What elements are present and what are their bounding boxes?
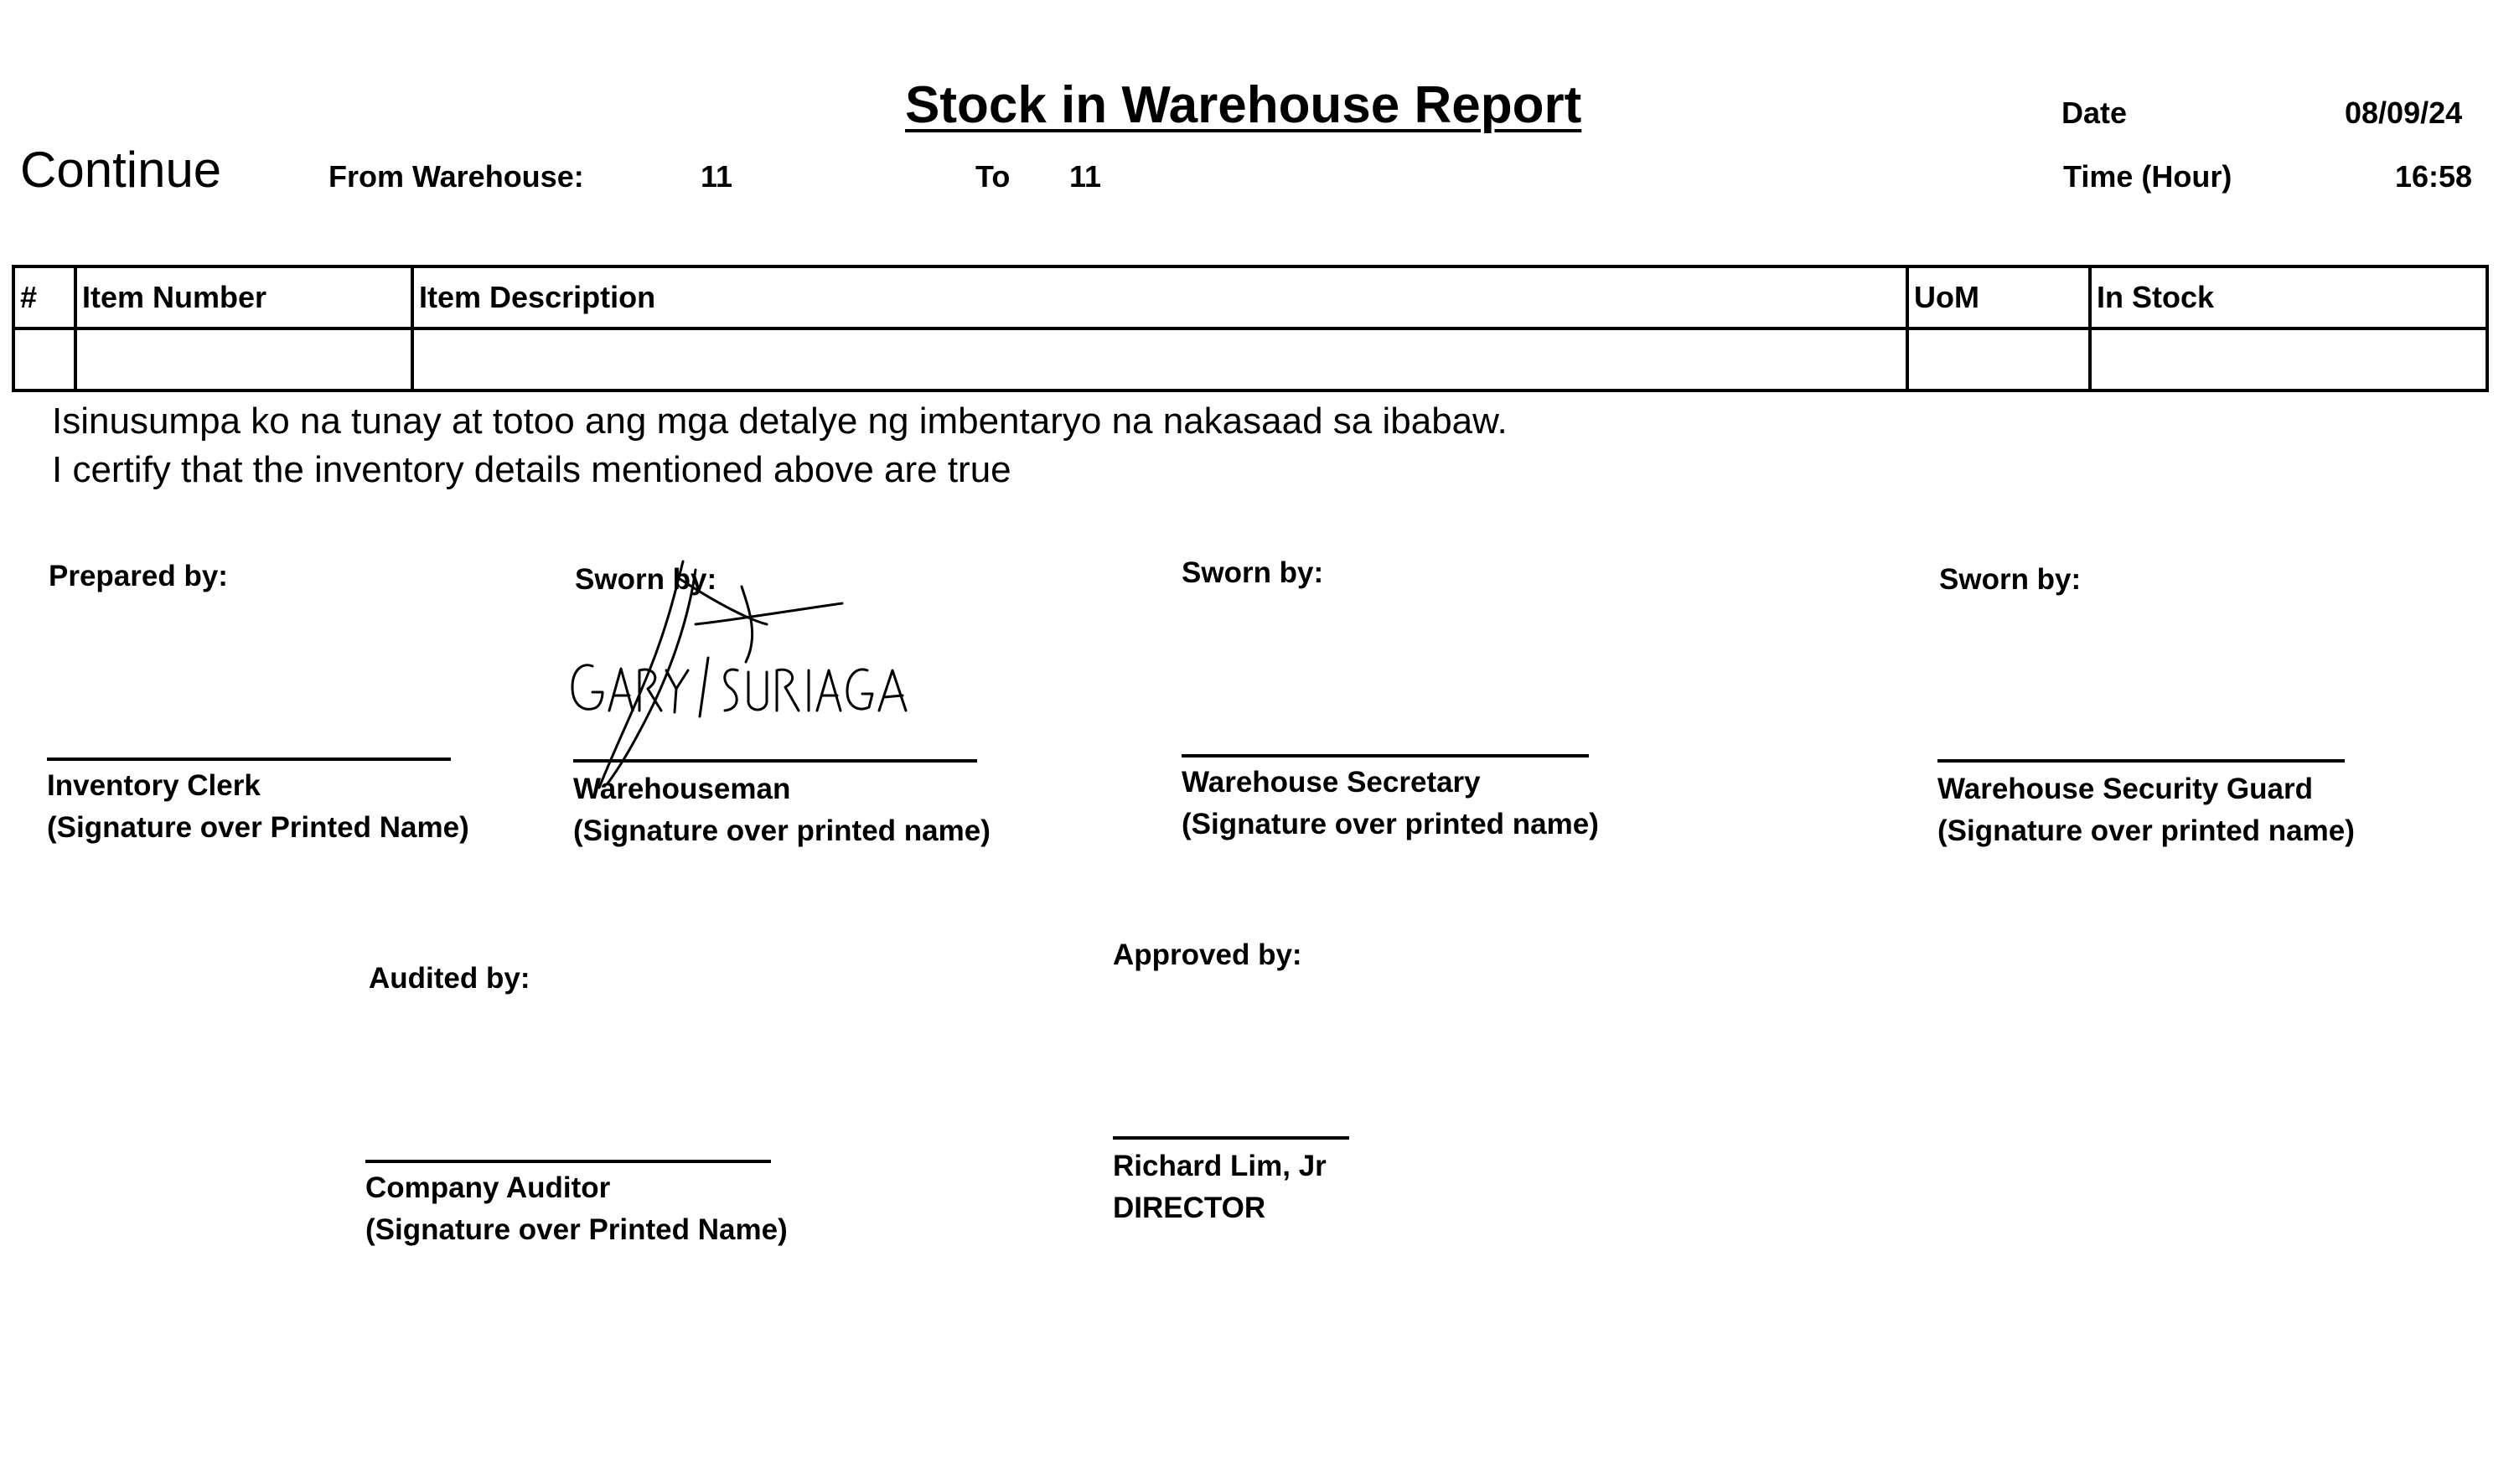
column-header-uom: UoM (1907, 266, 2090, 328)
from-warehouse-label: From Warehouse: (328, 159, 584, 194)
table-cell-item-description (412, 328, 1907, 390)
guard-role: Warehouse Security Guard (1937, 773, 2313, 805)
time-value: 16:58 (2395, 159, 2473, 194)
date-value: 08/09/24 (2345, 96, 2463, 130)
director-title: DIRECTOR (1113, 1192, 1266, 1224)
certification-tagalog: Isinusumpa ko na tunay at totoo ang mga detalye ng imbentaryo na nakasaad sa ibabaw. (52, 401, 1508, 442)
director-signature-line (1113, 1136, 1349, 1140)
guard-signature-line (1937, 759, 2345, 763)
audited-by-label: Audited by: (369, 962, 530, 995)
prepared-note: (Signature over Printed Name) (47, 811, 469, 844)
table-cell-item-number (75, 328, 412, 390)
table-cell-uom (1907, 328, 2090, 390)
date-label: Date (2061, 96, 2128, 130)
column-header-in-stock: In Stock (2090, 266, 2487, 328)
guard-note: (Signature over printed name) (1937, 814, 2355, 847)
report-title: Stock in Warehouse Report (905, 76, 1582, 134)
auditor-signature-line (365, 1160, 771, 1163)
column-header-item-number: Item Number (75, 266, 412, 328)
secretary-role: Warehouse Secretary (1182, 766, 1481, 799)
continue-label: Continue (20, 142, 222, 198)
prepared-signature-line (47, 758, 451, 761)
secretary-signature-line (1182, 754, 1589, 758)
auditor-role: Company Auditor (365, 1171, 611, 1204)
approved-by-label: Approved by: (1113, 938, 1302, 971)
sworn-by-secretary-label: Sworn by: (1182, 556, 1324, 589)
table-cell-in-stock (2090, 328, 2487, 390)
to-warehouse-value: 11 (1069, 159, 1102, 194)
from-warehouse-value: 11 (701, 159, 733, 194)
time-label: Time (Hour) (2063, 159, 2232, 194)
director-name: Richard Lim, Jr (1113, 1150, 1327, 1182)
table-cell-number (13, 328, 75, 390)
secretary-note: (Signature over printed name) (1182, 808, 1599, 840)
auditor-note: (Signature over Printed Name) (365, 1213, 788, 1246)
sworn-by-warehouseman-label: Sworn by: (575, 563, 717, 596)
to-label: To (975, 159, 1011, 194)
prepared-role: Inventory Clerk (47, 769, 261, 802)
warehouseman-role: Warehouseman (573, 773, 791, 805)
stock-table (12, 265, 2489, 392)
table-header-row (13, 266, 2487, 328)
column-header-number: # (13, 266, 75, 328)
sworn-by-guard-label: Sworn by: (1939, 563, 2082, 596)
column-header-item-description: Item Description (412, 266, 1907, 328)
handwritten-signature (549, 545, 985, 796)
prepared-by-label: Prepared by: (49, 560, 228, 592)
certification-english: I certify that the inventory details mentioned above are true (52, 449, 1011, 490)
warehouseman-note: (Signature over printed name) (573, 814, 991, 847)
table-row (13, 328, 2487, 390)
